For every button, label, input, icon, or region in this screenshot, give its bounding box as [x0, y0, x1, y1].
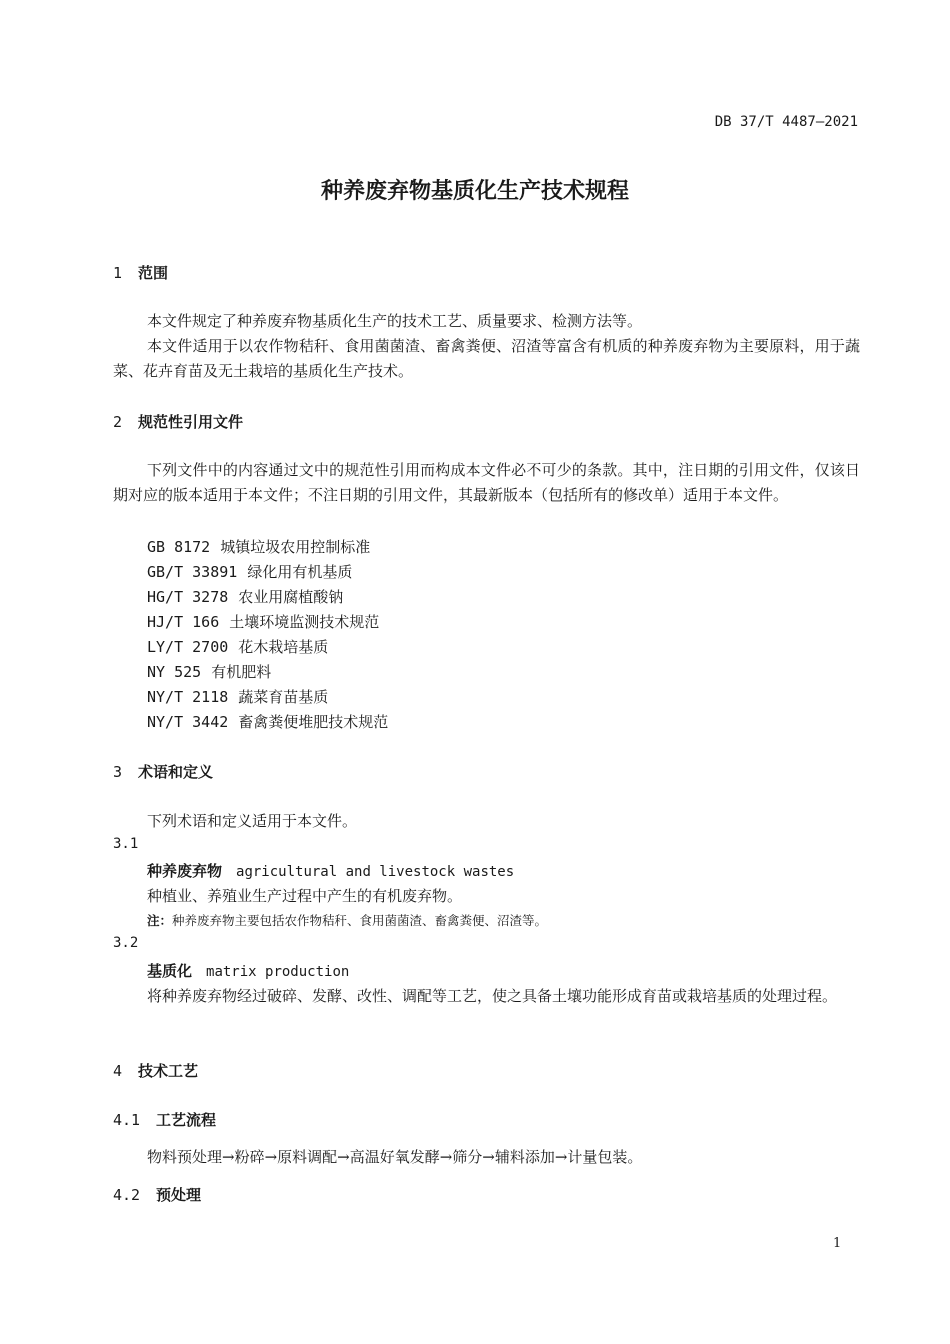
term-number: 3.2 — [113, 935, 139, 951]
standard-number: DB 37/T 4487—2021 — [714, 114, 858, 130]
section-title: 技术工艺 — [138, 1062, 199, 1080]
reference-title: 畜禽粪便堆肥技术规范 — [238, 713, 389, 731]
reference-title: 绿化用有机基质 — [247, 563, 353, 581]
reference-title: 有机肥料 — [211, 663, 272, 681]
reference-item — [147, 611, 379, 632]
note-text: 种养废弃物主要包括农作物秸秆、食用菌菌渣、畜禽粪便、沼渣等。 — [172, 913, 548, 928]
section-number: 2 — [113, 413, 123, 431]
section-title: 范围 — [138, 264, 169, 282]
process-flow-text: 物料预处理→粉碎→原料调配→高温好氧发酵→筛分→辅料添加→计量包装。 — [147, 1148, 643, 1166]
subsection-title: 预处理 — [156, 1186, 202, 1204]
reference-title: 农业用腐植酸钠 — [238, 588, 344, 606]
term-en: agricultural and livestock wastes — [236, 864, 515, 880]
reference-code: NY/T 3442 — [147, 713, 229, 731]
term-definition: 种植业、养殖业生产过程中产生的有机废弃物。 — [147, 887, 463, 905]
reference-title: 蔬菜育苗基质 — [238, 688, 329, 706]
reference-item — [147, 586, 343, 607]
subsection-title: 工艺流程 — [156, 1111, 217, 1129]
term-note — [147, 911, 547, 929]
section-2-intro: 下列文件中的内容通过文中的规范性引用而构成本文件必不可少的条款。其中，注日期的引用文件，仅该日期对应的版本适用于本文件；不注日期的引用文件，其最新版本（包括所有的修改单）适用于本文件。 — [113, 461, 860, 504]
section-1-para-1: 本文件规定了种养废弃物基质化生产的技术工艺、质量要求、检测方法等。 — [147, 312, 643, 330]
subsection-4-2-heading — [113, 1184, 201, 1205]
reference-code: GB/T 33891 — [147, 563, 238, 581]
reference-code: NY 525 — [147, 663, 202, 681]
page-number: 1 — [833, 1236, 842, 1251]
reference-code: HJ/T 166 — [147, 613, 220, 631]
subsection-number: 4.2 — [113, 1186, 141, 1204]
term-zh: 种养废弃物 — [147, 862, 223, 880]
section-title: 术语和定义 — [138, 763, 214, 781]
section-number: 1 — [113, 264, 123, 282]
reference-item — [147, 636, 328, 657]
term-en: matrix production — [206, 964, 350, 980]
reference-title: 花木栽培基质 — [238, 638, 329, 656]
term-definition: 将种养废弃物经过破碎、发酵、改性、调配等工艺，使之具备土壤功能形成育苗或栽培基质的处理过程。 — [147, 987, 838, 1005]
section-3-intro: 下列术语和定义适用于本文件。 — [147, 812, 358, 830]
reference-code: GB 8172 — [147, 538, 211, 556]
reference-code: LY/T 2700 — [147, 638, 229, 656]
reference-title: 土壤环境监测技术规范 — [229, 613, 380, 631]
reference-item — [147, 536, 370, 557]
reference-item — [147, 661, 271, 682]
reference-item — [147, 561, 352, 582]
section-title: 规范性引用文件 — [138, 413, 244, 431]
term-heading — [147, 860, 514, 881]
section-4-heading — [113, 1060, 198, 1081]
section-1-heading — [113, 262, 168, 283]
section-3-heading — [113, 761, 213, 782]
note-label: 注： — [147, 913, 173, 928]
section-2-heading — [113, 411, 243, 432]
term-number: 3.1 — [113, 836, 139, 852]
reference-code: HG/T 3278 — [147, 588, 229, 606]
section-number: 4 — [113, 1062, 123, 1080]
section-1-para-2: 本文件适用于以农作物秸秆、食用菌菌渣、畜禽粪便、沼渣等富含有机质的种养废弃物为主要原料，用于蔬菜、花卉育苗及无土栽培的基质化生产技术。 — [113, 337, 860, 380]
subsection-4-1-heading — [113, 1109, 216, 1130]
reference-item — [147, 711, 388, 732]
term-zh: 基质化 — [147, 962, 193, 980]
reference-code: NY/T 2118 — [147, 688, 229, 706]
term-heading — [147, 960, 349, 981]
reference-item — [147, 686, 328, 707]
document-title: 种养废弃物基质化生产技术规程 — [320, 179, 629, 204]
reference-title: 城镇垃圾农用控制标准 — [220, 538, 371, 556]
section-number: 3 — [113, 763, 123, 781]
subsection-number: 4.1 — [113, 1111, 141, 1129]
